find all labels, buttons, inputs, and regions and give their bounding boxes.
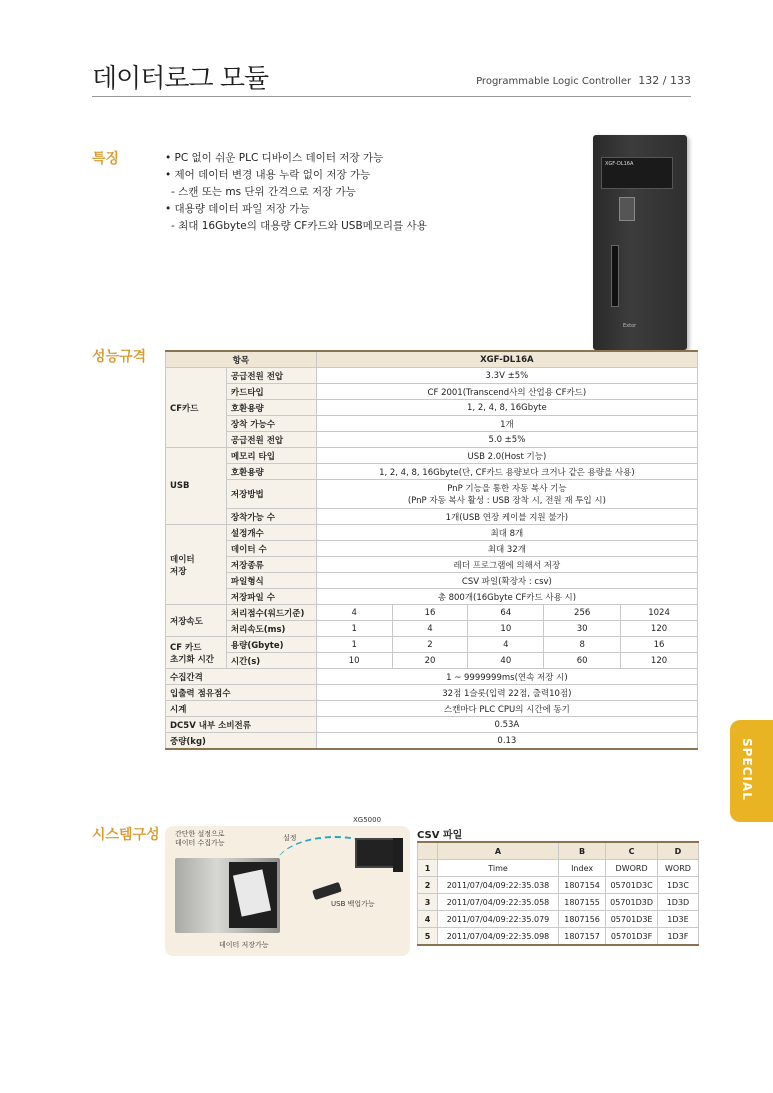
csv-cell: 1D3C: [657, 877, 698, 894]
spec-item: 메모리 타입: [226, 448, 316, 464]
spec-header-item: 항목: [166, 351, 317, 368]
spec-item: 파일형식: [226, 573, 316, 589]
csv-cell: Time: [438, 860, 559, 877]
features-label: 특징: [92, 151, 120, 167]
spec-value: 스캔마다 PLC CPU의 시간에 동기: [316, 701, 697, 717]
csv-row-number: 4: [418, 911, 438, 928]
spec-cell: 4: [316, 605, 392, 621]
csv-cell: WORD: [657, 860, 698, 877]
product-model: XGF-DL16A: [605, 161, 634, 167]
pc-label: XG5000: [353, 816, 382, 824]
spec-value-line: (PnP 자동 복사 활성 : USB 장착 시, 전원 재 투입 시): [407, 496, 606, 506]
spec-cell: 16: [621, 637, 698, 653]
spec-value: 1개: [316, 416, 697, 432]
spec-cat-line: 데이터: [170, 554, 195, 565]
csv-row-number: 3: [418, 894, 438, 911]
csv-table: [417, 841, 699, 946]
spec-cell: 256: [544, 605, 621, 621]
csv-cell: 1D3F: [657, 928, 698, 946]
spec-item: 시간(s): [226, 653, 316, 669]
spec-item: DC5V 내부 소비전류: [166, 717, 317, 733]
spec-cell: 120: [621, 621, 698, 637]
spec-value: CF 2001(Transcend사의 산업용 CF카드): [316, 384, 697, 400]
csv-cell: 1807154: [558, 877, 605, 894]
system-note: [175, 830, 225, 848]
spec-cell: 16: [392, 605, 468, 621]
spec-value: 3.3V ±5%: [316, 368, 697, 384]
csv-cell: 2011/07/04/09:22:35.038: [438, 877, 559, 894]
spec-cell: 20: [392, 653, 468, 669]
csv-col-header: B: [558, 842, 605, 860]
spec-item: 장착가능 수: [226, 509, 316, 525]
spec-cat-line: CF 카드: [170, 642, 202, 653]
csv-cell: 1807155: [558, 894, 605, 911]
spec-cell: 40: [468, 653, 544, 669]
spec-value: 0.13: [316, 733, 697, 750]
spec-item: 저장파일 수: [226, 589, 316, 605]
spec-item: 용량(Gbyte): [226, 637, 316, 653]
page-number: 132 / 133: [638, 74, 691, 87]
spec-value: 최대 8개: [316, 525, 697, 541]
spec-item: 설정개수: [226, 525, 316, 541]
system-diagram: [165, 816, 410, 956]
pc-monitor-image: [355, 838, 395, 868]
spec-value: 32점 1슬롯(입력 22점, 출력10점): [316, 685, 697, 701]
csv-row-number: 1: [418, 860, 438, 877]
spec-item: 호환용량: [226, 400, 316, 416]
spec-item: 장착 가능수: [226, 416, 316, 432]
csv-cell: 05701D3D: [606, 894, 658, 911]
setting-label: 설정: [283, 834, 297, 842]
feature-line: • PC 없이 쉬운 PLC 디바이스 데이터 저장 가능: [165, 152, 384, 164]
spec-item: 중량(kg): [166, 733, 317, 750]
spec-header-model: XGF-DL16A: [316, 351, 697, 368]
spec-item: 저장방법: [226, 480, 316, 509]
features-list: [165, 150, 427, 235]
csv-cell: 2011/07/04/09:22:35.098: [438, 928, 559, 946]
csv-cell: DWORD: [606, 860, 658, 877]
pc-tower-image: [393, 838, 403, 872]
csv-cell: 1D3D: [657, 894, 698, 911]
csv-cell: 05701D3C: [606, 877, 658, 894]
spec-cell: 1: [316, 621, 392, 637]
spec-cat-usb: USB: [166, 448, 227, 525]
spec-item: 처리점수(워드기준): [226, 605, 316, 621]
plc-image: [175, 858, 280, 933]
spec-table: [165, 350, 698, 750]
spec-cat-line: 초기화 시간: [170, 654, 215, 665]
system-note-line: 간단한 설정으로: [175, 830, 225, 838]
csv-cell: Index: [558, 860, 605, 877]
feature-line: • 대용량 데이터 파일 저장 가능: [165, 203, 310, 215]
feature-line: - 최대 16Gbyte의 대용량 CF카드와 USB메모리를 사용: [171, 220, 427, 232]
spec-value: CSV 파일(확장자 : csv): [316, 573, 697, 589]
header-info: [476, 74, 691, 87]
data-save-label: 데이터 저장가능: [219, 941, 269, 949]
spec-cell: 64: [468, 605, 544, 621]
spec-value: 0.53A: [316, 717, 697, 733]
spec-value: 최대 32개: [316, 541, 697, 557]
csv-row-number: 5: [418, 928, 438, 946]
csv-cell: 2011/07/04/09:22:35.079: [438, 911, 559, 928]
spec-cat-speed: 저장속도: [166, 605, 227, 637]
spec-cell: 1: [316, 637, 392, 653]
spec-cell: 10: [468, 621, 544, 637]
csv-cell: 1D3E: [657, 911, 698, 928]
spec-value: 1, 2, 4, 8, 16Gbyte: [316, 400, 697, 416]
spec-value: 5.0 ±5%: [316, 432, 697, 448]
product-image: [593, 135, 687, 350]
system-note-line: 데이터 수집가능: [175, 839, 225, 847]
spec-item: 저장종류: [226, 557, 316, 573]
csv-cell: 05701D3E: [606, 911, 658, 928]
csv-title: CSV 파일: [417, 830, 463, 841]
spec-item: 공급전원 전압: [226, 368, 316, 384]
csv-row-number: 2: [418, 877, 438, 894]
spec-item: 시계: [166, 701, 317, 717]
spec-cell: 10: [316, 653, 392, 669]
spec-value: 총 800개(16Gbyte CF카드 사용 시): [316, 589, 697, 605]
spec-cat-line: 저장: [170, 566, 187, 577]
spec-cell: 120: [621, 653, 698, 669]
special-side-tab: [730, 720, 773, 822]
spec-value: 1 ~ 9999999ms(연속 저장 시): [316, 669, 697, 685]
cf-card-slot: [611, 245, 619, 307]
page-title: 데이터로그 모듈: [92, 64, 269, 94]
usb-backup-label: USB 백업가능: [331, 900, 375, 908]
spec-cell: 1024: [621, 605, 698, 621]
spec-cell: 30: [544, 621, 621, 637]
csv-col-header: A: [438, 842, 559, 860]
spec-value: 1, 2, 4, 8, 16Gbyte(단, CF카드 용량보다 크거나 같은 용량을 사용): [316, 464, 697, 480]
spec-cat-cfinit: [166, 637, 227, 669]
spec-cell: 2: [392, 637, 468, 653]
header-subtitle: Programmable Logic Controller: [476, 76, 632, 87]
spec-item: 데이터 수: [226, 541, 316, 557]
spec-label: 성능규격: [92, 349, 147, 365]
csv-cell: 05701D3F: [606, 928, 658, 946]
spec-value: 1개(USB 연장 케이블 지원 불가): [316, 509, 697, 525]
feature-line: - 스캔 또는 ms 단위 간격으로 저장 가능: [171, 186, 356, 198]
spec-cell: 8: [544, 637, 621, 653]
spec-value: 레더 프로그램에 의해서 저장: [316, 557, 697, 573]
csv-cell: 2011/07/04/09:22:35.058: [438, 894, 559, 911]
csv-col-header: C: [606, 842, 658, 860]
product-brand: Extor: [623, 323, 637, 329]
spec-cell: 4: [468, 637, 544, 653]
spec-value: USB 2.0(Host 기능): [316, 448, 697, 464]
csv-cell: 1807157: [558, 928, 605, 946]
csv-col-header: D: [657, 842, 698, 860]
usb-port: [619, 197, 635, 221]
special-tab-label: SPECIAL: [740, 738, 754, 801]
header-divider: [92, 96, 691, 97]
csv-cell: 1807156: [558, 911, 605, 928]
spec-item: 공급전원 전압: [226, 432, 316, 448]
spec-value: [316, 480, 697, 509]
spec-item: 호환용량: [226, 464, 316, 480]
spec-cat-data: [166, 525, 227, 605]
feature-line: • 제어 데이터 변경 내용 누락 없이 저장 가능: [165, 169, 371, 181]
spec-item: 수집간격: [166, 669, 317, 685]
spec-item: 처리속도(ms): [226, 621, 316, 637]
system-label: 시스템구성: [92, 827, 160, 843]
spec-cat-cf: CF카드: [166, 368, 227, 448]
spec-cell: 60: [544, 653, 621, 669]
spec-item: 입출력 점유점수: [166, 685, 317, 701]
csv-corner: [418, 842, 438, 860]
spec-cell: 4: [392, 621, 468, 637]
spec-item: 카드타입: [226, 384, 316, 400]
spec-value-line: PnP 기능을 통한 자동 복사 기능: [447, 484, 567, 494]
